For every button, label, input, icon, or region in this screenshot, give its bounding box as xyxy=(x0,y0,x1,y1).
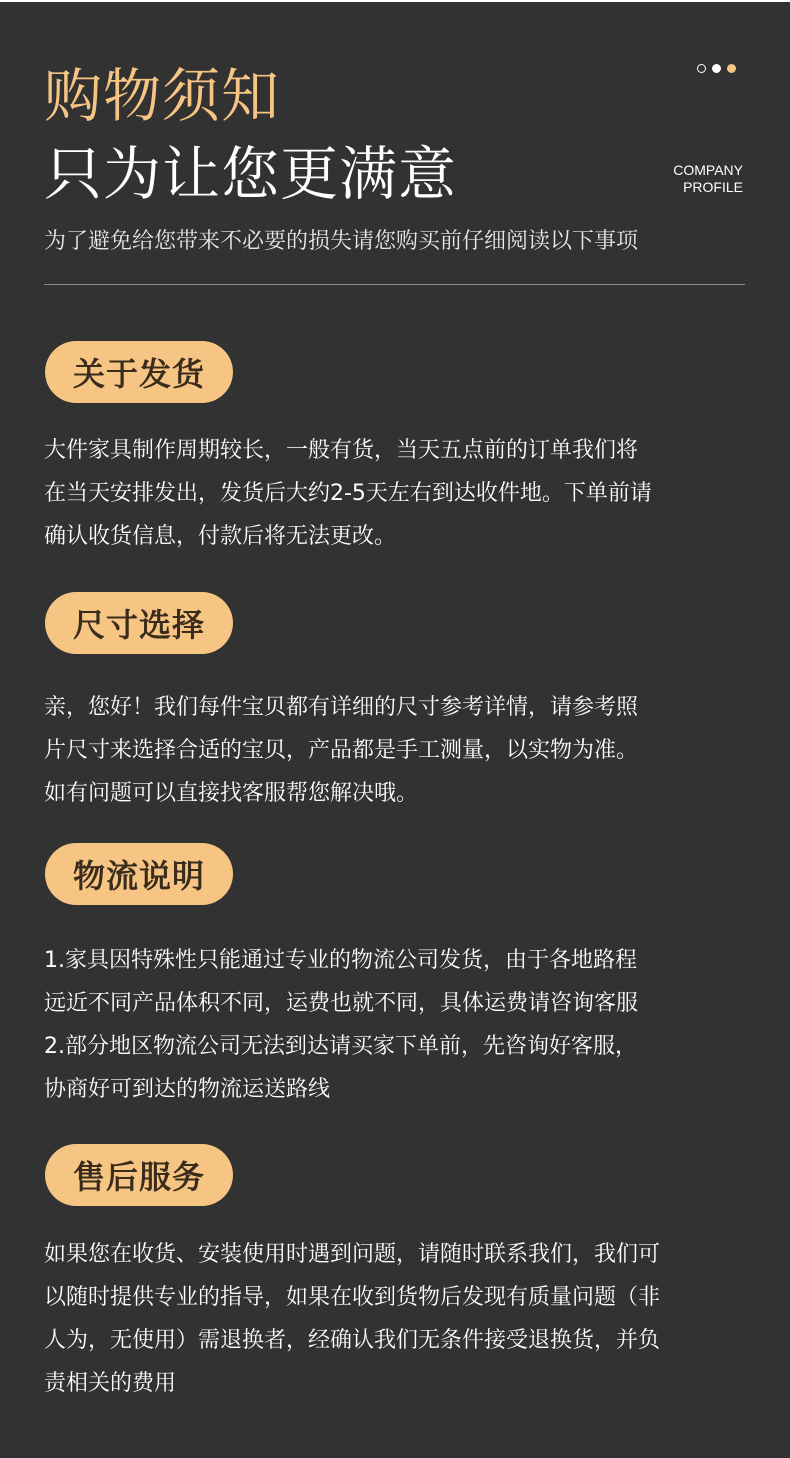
body-line: 协商好可到达的物流运送路线 xyxy=(44,1077,331,1102)
body-line: 责相关的费用 xyxy=(44,1371,177,1396)
body-line: 确认收货信息，付款后将无法更改。 xyxy=(44,524,397,549)
body-line: 如有问题可以直接找客服帮您解决哦。 xyxy=(44,781,419,806)
body-line: 在当天安排发出，发货后大约2-5天左右到达收件地。下单前请 xyxy=(44,481,652,506)
body-line: 人为，无使用）需退换者，经确认我们无条件接受退换货，并负 xyxy=(44,1328,661,1353)
dot-icon xyxy=(727,64,736,73)
body-line: 以随时提供专业的指导，如果在收到货物后发现有质量问题（非 xyxy=(44,1285,661,1310)
dot-icon xyxy=(712,64,721,73)
section-heading-shipping: 关于发货 xyxy=(45,341,233,403)
section-body-logistics xyxy=(44,939,734,1111)
company-line: COMPANY xyxy=(673,162,743,178)
page-subtitle: 为了避免给您带来不必要的损失请您购买前仔细阅读以下事项 xyxy=(44,229,639,254)
body-line: 亲，您好！我们每件宝贝都有详细的尺寸参考详情，请参考照 xyxy=(44,695,639,720)
section-body-size xyxy=(44,686,734,815)
section-body-after-sales xyxy=(44,1233,734,1405)
profile-line: PROFILE xyxy=(683,179,743,195)
company-profile-label xyxy=(673,162,743,196)
divider xyxy=(44,284,745,285)
section-heading-after-sales: 售后服务 xyxy=(45,1144,233,1206)
body-line: 片尺寸来选择合适的宝贝，产品都是手工测量，以实物为准。 xyxy=(44,738,639,763)
section-body-shipping xyxy=(44,429,734,558)
body-line: 如果您在收货、安装使用时遇到问题，请随时联系我们，我们可 xyxy=(44,1242,661,1267)
top-edge xyxy=(0,0,790,2)
body-line: 大件家具制作周期较长，一般有货，当天五点前的订单我们将 xyxy=(44,438,639,463)
section-heading-size: 尺寸选择 xyxy=(45,592,233,654)
section-heading-logistics: 物流说明 xyxy=(45,843,233,905)
pagination-dots xyxy=(697,64,736,73)
body-line: 2.部分地区物流公司无法到达请买家下单前，先咨询好客服， xyxy=(44,1034,637,1059)
page-headline: 只为让您更满意 xyxy=(44,140,458,208)
body-line: 远近不同产品体积不同，运费也就不同，具体运费请咨询客服 xyxy=(44,991,639,1016)
page-title: 购物须知 xyxy=(44,62,281,130)
dot-icon xyxy=(697,64,706,73)
body-line: 1.家具因特殊性只能通过专业的物流公司发货，由于各地路程 xyxy=(44,948,637,973)
